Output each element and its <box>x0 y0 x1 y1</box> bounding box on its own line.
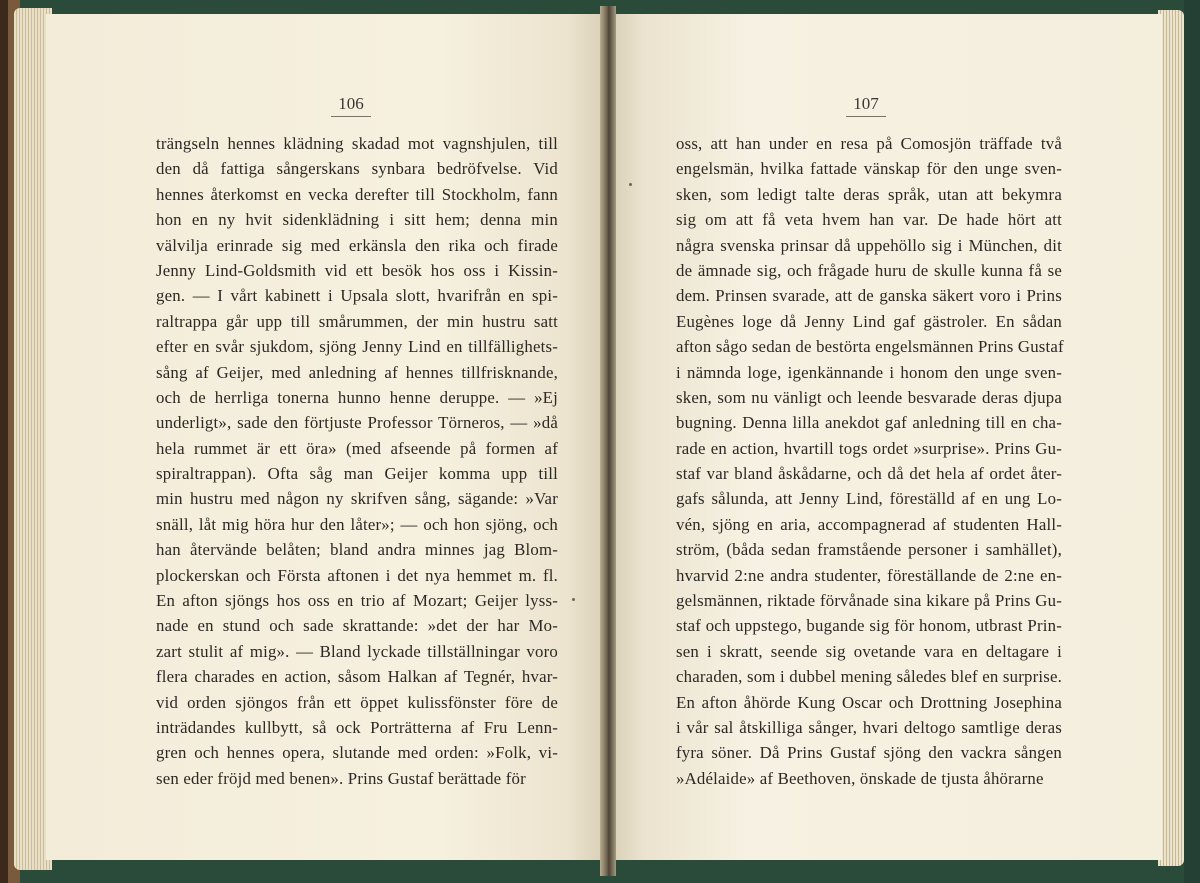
text-line: afton sågo sedan de bestörta engelsmännen Prins Gustaf <box>676 337 1064 357</box>
text-line: raltrappa går upp till smårummen, der min hustru satt <box>156 311 558 331</box>
text-line: hvarvid 2:ne andra studenter, föreställande de 2:ne en- <box>676 565 1062 585</box>
text-line: charaden, som i dubbel mening således blef en surprise. <box>676 667 1062 687</box>
text-line: bugning. Denna lilla anekdot gaf anledning till en cha- <box>676 413 1062 433</box>
text-line: flera charades en action, såsom Halkan af Tegnér, hvar- <box>156 667 558 687</box>
text-line: snäll, låt mig höra hur den låter»; — och hon sjöng, och <box>156 514 558 534</box>
left-page-number <box>331 94 371 117</box>
text-line: hon en ny hvit sidenklädning i sitt hem; denna min <box>156 210 558 230</box>
text-line: sen i skratt, seende sig ovetande vara en deltagare i <box>676 641 1062 661</box>
left-page-number-text: 106 <box>338 94 364 113</box>
text-line: dem. Prinsen svarade, att de ganska säkert voro i Prins <box>676 286 1062 306</box>
text-line: välvilja erinrade sig med erkänsla den rika och firade <box>156 235 558 255</box>
right-page-number <box>846 94 886 117</box>
text-line: Eugènes loge då Jenny Lind gaf gästroler. En sådan <box>676 311 1062 331</box>
text-line: sken, som nu vänligt och leende besvarade deras djupa <box>676 387 1062 407</box>
right-page-number-text: 107 <box>853 94 879 113</box>
text-line: ström, (båda sedan framstående personer i samhället), <box>676 540 1062 560</box>
text-line: efter en svår sjukdom, sjöng Jenny Lind en tillfällighets- <box>156 337 558 357</box>
text-line: zart stulit af mig». — Bland lyckade tillställningar voro <box>156 641 558 661</box>
text-line: sång af Geijer, med anledning af hennes tillfrisknande, <box>156 362 558 382</box>
right-page <box>610 14 1162 860</box>
cover-right-edge <box>1184 0 1200 883</box>
text-line: hela rummet är ett öra» (med afseende på formen af <box>156 438 558 458</box>
text-line: gen. — I vårt kabinett i Upsala slott, hvarifrån en spi- <box>156 286 558 306</box>
text-line: gafs sålunda, att Jenny Lind, föreställd af en ung Lo- <box>676 489 1062 509</box>
text-line: plockerskan och Första aftonen i det nya hemmet m. fl. <box>156 565 558 585</box>
paper-speck <box>572 598 575 601</box>
text-line: sen eder fröjd med benen». Prins Gustaf berättade för <box>156 768 526 788</box>
text-line: i nämnda loge, igenkännande i honom den unge sven- <box>676 362 1062 382</box>
text-line: En afton sjöngs hos oss en trio af Mozart; Geijer lyss- <box>156 591 558 611</box>
text-line: inträdandes kullbytt, så ock Porträtterna af Fru Lenn- <box>156 717 558 737</box>
text-line: underligt», sade den förtjuste Professor Törneros, — »då <box>156 413 558 433</box>
text-line: några svenska prinsar då uppehöllo sig i München, dit <box>676 235 1062 255</box>
text-line: fyra söner. Då Prins Gustaf sjöng den vackra sången <box>676 743 1062 763</box>
text-line: gren och hennes opera, slutande med orden: »Folk, vi- <box>156 743 558 763</box>
text-line: trängseln hennes klädning skadad mot vagnshjulen, till <box>156 134 558 153</box>
text-line: i vår sal åtskilliga sånger, hvari deltogo samtlige deras <box>676 717 1062 737</box>
text-line: sken, som ledigt talte deras språk, utan att bekymra <box>676 184 1062 204</box>
text-line: spiraltrappan). Ofta såg man Geijer komma upp till <box>156 464 558 484</box>
text-line: oss, att han under en resa på Comosjön träffade två <box>676 134 1062 153</box>
text-line: hennes återkomst en vecka derefter till Stockholm, fann <box>156 184 558 204</box>
text-line: vid orden sjöngos från ett öppet kulissfönster före de <box>156 692 558 712</box>
text-line: staf var bland åskådarne, och då det hela af ordet åter- <box>676 464 1062 484</box>
paper-speck <box>629 183 632 186</box>
book-gutter <box>600 6 616 876</box>
text-line: staf och uppstego, bugande sig för honom, utbrast Prin- <box>676 616 1062 636</box>
page-number-rule <box>846 116 886 117</box>
right-page-body <box>676 131 1062 791</box>
text-line: de ämnade sig, och frågade huru de skulle kunna få se <box>676 260 1062 280</box>
text-line: vén, sjöng en aria, accompagnerad af studenten Hall- <box>676 514 1062 534</box>
text-line: nade en stund och sade skrattande: »det der har Mo- <box>156 616 558 636</box>
text-line: Jenny Lind-Goldsmith vid ett besök hos oss i Kissin- <box>156 260 558 280</box>
text-line: min hustru med någon ny skrifven sång, sägande: »Var <box>156 489 558 509</box>
left-page-body <box>156 131 558 791</box>
text-line: han återvände belåten; bland andra minnes jag Blom- <box>156 540 558 560</box>
cover-outer-edge <box>0 0 8 883</box>
text-line: rade en action, hvartill togs ordet »surprise». Prins Gu- <box>676 438 1062 458</box>
page-number-rule <box>331 116 371 117</box>
text-line: engelsmän, hvilka fattade vänskap för den unge sven- <box>676 159 1062 179</box>
text-line: och de herrliga tonerna hunno henne deruppe. — »Ej <box>156 387 558 407</box>
text-line: den då fattiga sångerskans synbara bedröfvelse. Vid <box>156 159 558 179</box>
text-line: En afton åhörde Kung Oscar och Drottning Josephina <box>676 692 1062 712</box>
text-line: »Adélaide» af Beethoven, önskade de tjusta åhörarne <box>676 768 1044 788</box>
text-line: sig om att få veta hvem han var. De hade hört att <box>676 210 1062 230</box>
left-page <box>46 14 606 860</box>
text-line: gelsmännen, riktade förvånade sina kikare på Prins Gu- <box>676 591 1062 611</box>
